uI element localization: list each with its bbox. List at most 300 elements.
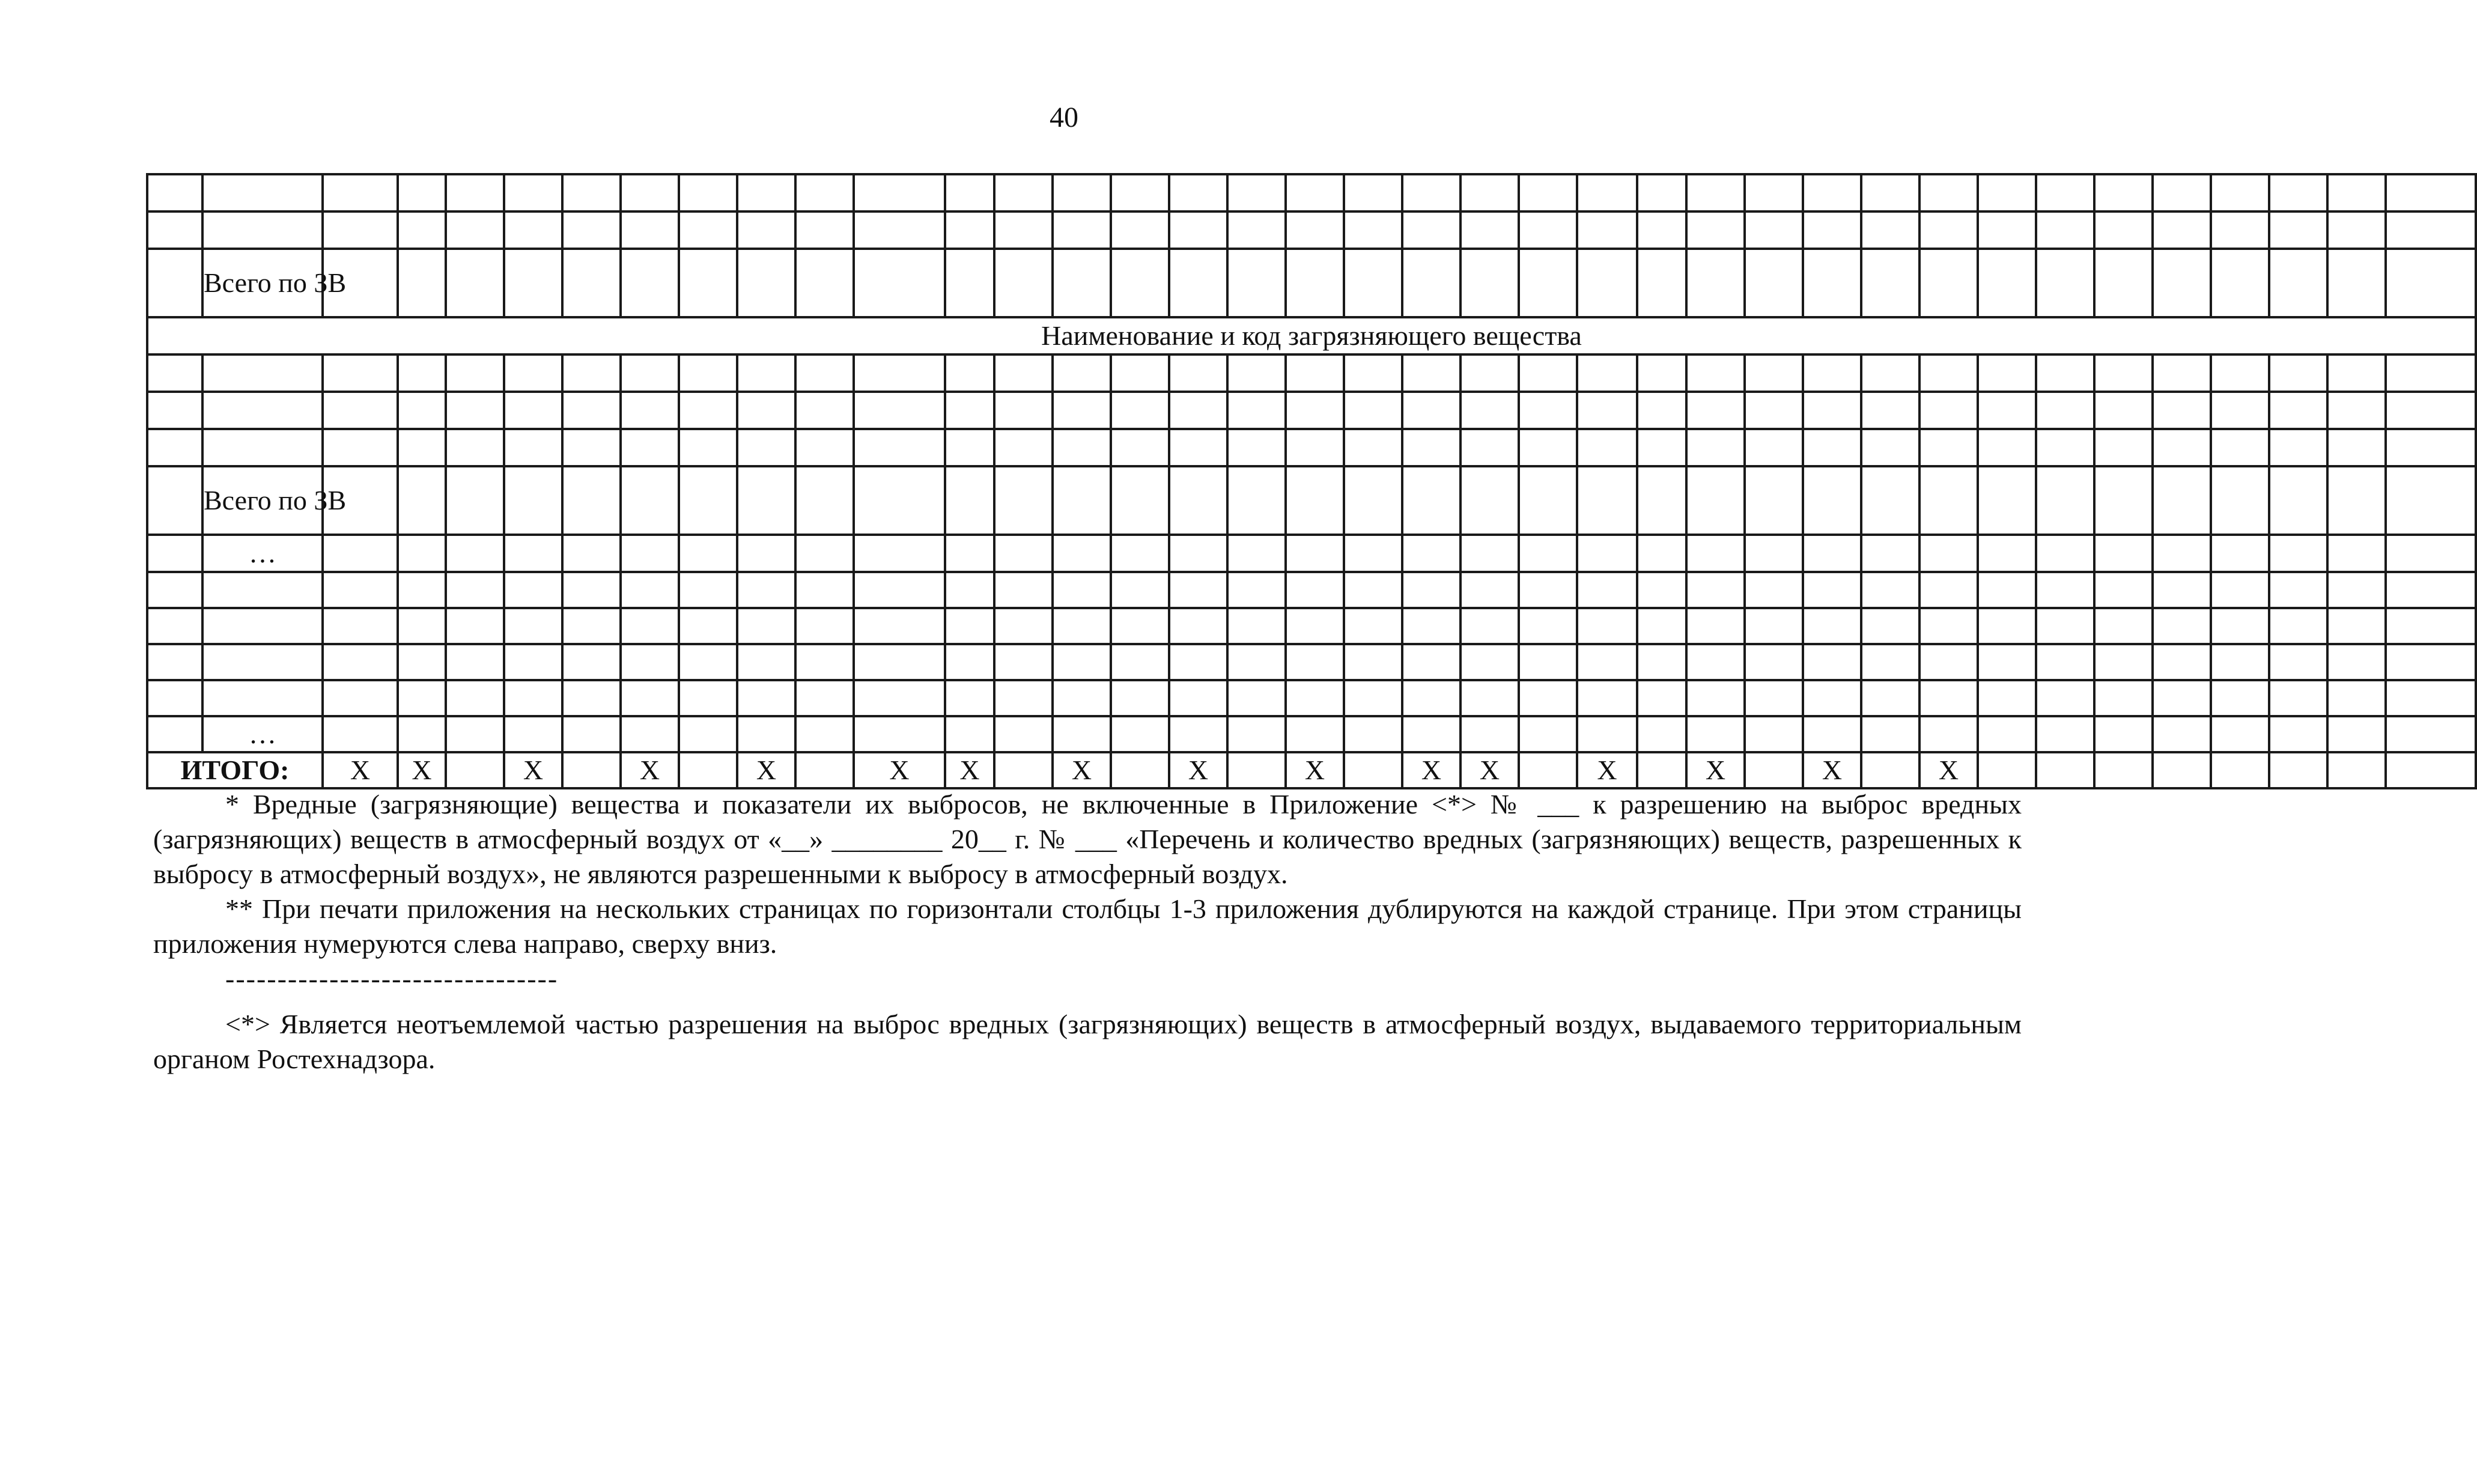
table-cell (2269, 716, 2327, 752)
table-cell (2036, 211, 2094, 249)
table-cell (1460, 572, 1519, 608)
table-cell (398, 354, 446, 392)
table-cell (504, 174, 562, 211)
table-cell (1803, 716, 1861, 752)
table-cell (1053, 572, 1111, 608)
table-row (147, 608, 2476, 644)
table-cell (562, 174, 621, 211)
table-cell (854, 680, 945, 716)
table-cell (2211, 211, 2269, 249)
table-cell (398, 466, 446, 535)
table-cell (2269, 572, 2327, 608)
footnote-separator: -------------------------------- (225, 963, 559, 994)
table-cell (1111, 211, 1169, 249)
table-cell (2327, 716, 2386, 752)
table-cell (737, 608, 795, 644)
table-cell (1053, 249, 1111, 317)
table-cell (945, 392, 994, 429)
table-cell (1519, 211, 1577, 249)
table-cell (2094, 680, 2153, 716)
table-cell (737, 716, 795, 752)
table-cell (2036, 608, 2094, 644)
table-cell (2327, 354, 2386, 392)
table-cell (1053, 716, 1111, 752)
table-cell (795, 466, 854, 535)
table-cell (1978, 680, 2036, 716)
itogo-cell (1978, 752, 2036, 788)
table-cell (1577, 466, 1637, 535)
table-cell (202, 644, 323, 680)
table-cell (945, 644, 994, 680)
table-cell (1745, 716, 1803, 752)
table-cell (945, 608, 994, 644)
table-cell (1861, 608, 1919, 644)
table-cell (1861, 466, 1919, 535)
table-cell (202, 572, 323, 608)
table-cell (446, 429, 504, 466)
table-cell (398, 211, 446, 249)
table-cell (446, 535, 504, 572)
table-cell (2386, 608, 2476, 644)
table-cell (323, 680, 398, 716)
table-cell (2036, 644, 2094, 680)
table-cell (446, 249, 504, 317)
table-cell (2327, 572, 2386, 608)
table-cell (147, 716, 202, 752)
table-cell (1402, 211, 1460, 249)
table-cell (795, 354, 854, 392)
table-cell (1053, 392, 1111, 429)
table-cell (147, 354, 202, 392)
table-row (147, 572, 2476, 608)
table-cell (1286, 535, 1344, 572)
table-cell (2211, 572, 2269, 608)
table-cell (737, 644, 795, 680)
table-cell (2386, 644, 2476, 680)
table-cell (2269, 608, 2327, 644)
table-cell (795, 429, 854, 466)
table-cell (1803, 535, 1861, 572)
table-cell (621, 608, 679, 644)
table-cell (2327, 535, 2386, 572)
table-cell (323, 174, 398, 211)
table-cell (446, 174, 504, 211)
table-row-section (147, 317, 2476, 354)
itogo-x-mark: X (1053, 752, 1111, 788)
table-cell (1978, 249, 2036, 317)
table-cell (2211, 392, 2269, 429)
table-cell (1919, 535, 1978, 572)
table-cell (2327, 249, 2386, 317)
itogo-cell (2386, 752, 2476, 788)
table-cell (2036, 249, 2094, 317)
table-cell (1402, 644, 1460, 680)
table-cell (1803, 608, 1861, 644)
itogo-cell (2036, 752, 2094, 788)
table-cell (1344, 466, 1402, 535)
table-cell (1286, 392, 1344, 429)
table-cell (1286, 174, 1344, 211)
table-cell (1803, 174, 1861, 211)
table-cell (1861, 572, 1919, 608)
table-cell (795, 572, 854, 608)
table-cell (679, 716, 737, 752)
table-cell (446, 392, 504, 429)
itogo-cell (2153, 752, 2211, 788)
table-cell (1111, 466, 1169, 535)
table-cell (504, 211, 562, 249)
table-cell (1861, 174, 1919, 211)
table-cell (854, 429, 945, 466)
table-cell (621, 644, 679, 680)
table-cell (1286, 249, 1344, 317)
table-cell (737, 572, 795, 608)
table-row (147, 680, 2476, 716)
table-cell (147, 644, 202, 680)
table-cell (323, 716, 398, 752)
table-cell (1344, 249, 1402, 317)
table-cell (1519, 392, 1577, 429)
table-cell (2094, 572, 2153, 608)
table-cell (323, 354, 398, 392)
table-cell (2386, 392, 2476, 429)
table-cell (1402, 466, 1460, 535)
table-cell (398, 535, 446, 572)
table-cell (1978, 429, 2036, 466)
table-cell (994, 211, 1053, 249)
table-cell (1745, 572, 1803, 608)
table-cell (147, 535, 202, 572)
table-cell (2211, 354, 2269, 392)
table-cell (945, 249, 994, 317)
table-cell (1919, 249, 1978, 317)
table-cell (1637, 392, 1686, 429)
table-cell (1686, 354, 1745, 392)
table-cell (1344, 354, 1402, 392)
table-cell (994, 392, 1053, 429)
table-cell (2327, 466, 2386, 535)
table-cell (1169, 716, 1227, 752)
table-cell (1402, 608, 1460, 644)
table-cell (1686, 392, 1745, 429)
table-cell (1460, 608, 1519, 644)
table-cell (2036, 716, 2094, 752)
table-cell (1111, 572, 1169, 608)
table-cell (737, 174, 795, 211)
itogo-x-mark: X (621, 752, 679, 788)
table-cell (504, 429, 562, 466)
table-cell (1053, 429, 1111, 466)
table-cell (1978, 354, 2036, 392)
table-cell (147, 680, 202, 716)
table-cell (323, 572, 398, 608)
table-cell (1169, 608, 1227, 644)
table-cell (945, 354, 994, 392)
table-cell (398, 608, 446, 644)
table-cell (562, 249, 621, 317)
table-cell (2386, 680, 2476, 716)
table-cell (2386, 211, 2476, 249)
itogo-cell (1519, 752, 1577, 788)
table-row (147, 716, 2476, 752)
table-cell (1402, 392, 1460, 429)
table-cell (679, 249, 737, 317)
table-cell (1111, 535, 1169, 572)
table-cell (504, 535, 562, 572)
table-cell (1169, 572, 1227, 608)
table-cell (2211, 716, 2269, 752)
table-cell (2153, 429, 2211, 466)
table-cell (1637, 174, 1686, 211)
total-label: Всего по ЗВ (202, 466, 323, 535)
page-number: 40 (1050, 102, 1078, 133)
table-cell (1861, 211, 1919, 249)
table-cell (854, 644, 945, 680)
table-cell (1286, 644, 1344, 680)
table-cell (1344, 716, 1402, 752)
table-cell (562, 680, 621, 716)
table-row (147, 644, 2476, 680)
table-cell (1978, 466, 2036, 535)
table-cell (446, 644, 504, 680)
table-cell (1803, 680, 1861, 716)
table-cell (562, 354, 621, 392)
table-cell (1577, 608, 1637, 644)
table-cell (202, 608, 323, 644)
itogo-x-mark: X (945, 752, 994, 788)
table-cell (1745, 429, 1803, 466)
table-cell (1637, 572, 1686, 608)
table-cell (1460, 680, 1519, 716)
itogo-cell (2327, 752, 2386, 788)
table-cell (679, 644, 737, 680)
table-cell (737, 392, 795, 429)
table-cell (1227, 249, 1286, 317)
table-cell (1577, 392, 1637, 429)
table-cell (446, 466, 504, 535)
table-cell (679, 354, 737, 392)
table-cell (398, 680, 446, 716)
table-cell (1053, 211, 1111, 249)
table-cell (1169, 174, 1227, 211)
itogo-x-mark: X (323, 752, 398, 788)
table-cell (398, 644, 446, 680)
itogo-x-mark: X (854, 752, 945, 788)
table-cell (2094, 174, 2153, 211)
table-cell (679, 535, 737, 572)
table-cell (2386, 249, 2476, 317)
table-cell (2036, 354, 2094, 392)
table-cell (2327, 429, 2386, 466)
table-cell (1637, 429, 1686, 466)
table-cell (1460, 644, 1519, 680)
table-cell (1861, 392, 1919, 429)
table-cell (994, 572, 1053, 608)
table-cell (562, 535, 621, 572)
table-cell (1344, 680, 1402, 716)
table-cell (562, 429, 621, 466)
emissions-table (146, 173, 2477, 789)
table-cell (2269, 644, 2327, 680)
table-cell (2269, 466, 2327, 535)
table-cell (1053, 354, 1111, 392)
table-cell (1286, 572, 1344, 608)
table-cell (562, 211, 621, 249)
table-cell (737, 535, 795, 572)
table-cell (1286, 466, 1344, 535)
table-cell (2386, 354, 2476, 392)
table-cell (504, 354, 562, 392)
table-cell (1286, 429, 1344, 466)
table-cell (2386, 174, 2476, 211)
table-cell (795, 392, 854, 429)
table-row (147, 535, 2476, 572)
table-cell (1460, 535, 1519, 572)
table-cell (1919, 716, 1978, 752)
table-cell (446, 572, 504, 608)
table-cell (2269, 392, 2327, 429)
table-cell (446, 608, 504, 644)
table-cell (1686, 644, 1745, 680)
table-cell (854, 608, 945, 644)
table-cell (2094, 535, 2153, 572)
table-cell (504, 249, 562, 317)
table-cell (1169, 644, 1227, 680)
table-cell (1111, 354, 1169, 392)
table-cell (2153, 680, 2211, 716)
table-cell (1344, 644, 1402, 680)
table-cell (1402, 716, 1460, 752)
table-cell (621, 572, 679, 608)
itogo-cell (446, 752, 504, 788)
table-cell (1344, 211, 1402, 249)
table-cell (945, 680, 994, 716)
table-cell (1686, 466, 1745, 535)
table-cell (147, 392, 202, 429)
table-cell (2153, 466, 2211, 535)
table-cell (1227, 644, 1286, 680)
table-cell (2036, 174, 2094, 211)
table-cell (1519, 644, 1577, 680)
table-cell (994, 680, 1053, 716)
table-cell (1637, 716, 1686, 752)
table-cell (1978, 535, 2036, 572)
table-cell (1053, 644, 1111, 680)
table-cell (1286, 608, 1344, 644)
itogo-x-mark: X (1169, 752, 1227, 788)
table-cell (1227, 608, 1286, 644)
ellipsis-mark: … (202, 535, 323, 572)
table-cell (1169, 211, 1227, 249)
table-cell (1111, 644, 1169, 680)
table-cell (1286, 211, 1344, 249)
table-cell (398, 429, 446, 466)
table-cell (1344, 572, 1402, 608)
table-cell (737, 249, 795, 317)
ellipsis-mark: … (202, 716, 323, 752)
table-cell (1861, 716, 1919, 752)
table-cell (795, 680, 854, 716)
table-cell (1402, 572, 1460, 608)
table-cell (1745, 466, 1803, 535)
table-cell (147, 174, 202, 211)
table-cell (323, 644, 398, 680)
table-cell (398, 249, 446, 317)
table-cell (2211, 608, 2269, 644)
table-cell (1111, 429, 1169, 466)
table-cell (504, 572, 562, 608)
table-cell (2327, 680, 2386, 716)
table-cell (1577, 211, 1637, 249)
table-cell (2153, 174, 2211, 211)
table-cell (1686, 572, 1745, 608)
table-cell (1111, 174, 1169, 211)
table-cell (994, 608, 1053, 644)
table-cell (1745, 211, 1803, 249)
table-cell (994, 716, 1053, 752)
table-cell (2269, 174, 2327, 211)
table-cell (562, 644, 621, 680)
table-cell (1402, 680, 1460, 716)
table-cell (2153, 249, 2211, 317)
table-cell (2094, 716, 2153, 752)
table-cell (1803, 644, 1861, 680)
table-cell (945, 174, 994, 211)
table-cell (2386, 716, 2476, 752)
table-cell (2153, 572, 2211, 608)
table-row (147, 429, 2476, 466)
table-cell (737, 429, 795, 466)
table-cell (1402, 535, 1460, 572)
table-cell (621, 249, 679, 317)
table-cell (1745, 392, 1803, 429)
table-cell (679, 429, 737, 466)
table-cell (1745, 608, 1803, 644)
table-cell (679, 392, 737, 429)
table-cell (2269, 680, 2327, 716)
table-cell (1686, 680, 1745, 716)
table-cell (1344, 174, 1402, 211)
table-cell (562, 466, 621, 535)
table-cell (1577, 429, 1637, 466)
table-cell (621, 680, 679, 716)
footnotes (153, 787, 2022, 1077)
table-cell (1978, 572, 2036, 608)
table-cell (2327, 211, 2386, 249)
table-cell (2211, 466, 2269, 535)
table-cell (562, 392, 621, 429)
table-cell (1803, 249, 1861, 317)
table-cell (737, 354, 795, 392)
table-cell (1402, 429, 1460, 466)
table-cell (1053, 680, 1111, 716)
table-cell (1861, 354, 1919, 392)
table-cell (2036, 429, 2094, 466)
table-cell (737, 211, 795, 249)
table-cell (1402, 249, 1460, 317)
table-cell (1053, 608, 1111, 644)
table-cell (1686, 429, 1745, 466)
table-cell (1460, 249, 1519, 317)
table-cell (795, 535, 854, 572)
table-cell (323, 392, 398, 429)
table-cell (945, 535, 994, 572)
table-cell (1919, 644, 1978, 680)
table-cell (679, 174, 737, 211)
table-cell (1519, 174, 1577, 211)
table-cell (994, 644, 1053, 680)
table-cell (1745, 644, 1803, 680)
